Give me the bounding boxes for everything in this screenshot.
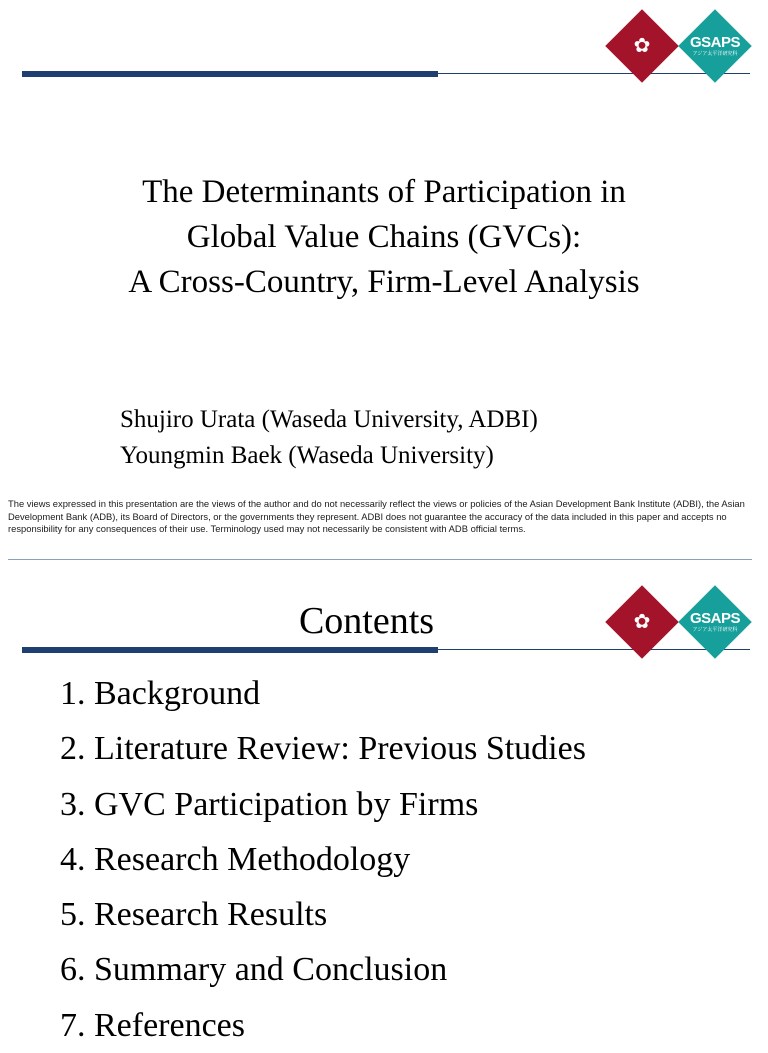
contents-slide (0, 566, 768, 1044)
author-line: Youngmin Baek (Waseda University) (120, 442, 494, 469)
title-line: Global Value Chains (GVCs): (186, 219, 582, 255)
author-line: Shujiro Urata (Waseda University, ADBI) (120, 406, 538, 433)
gsaps-wordmark: GSAPS (689, 609, 740, 627)
disclaimer-text: The views expressed in this presentation are the views of the author and do not necessarily reflect the views or policies of the Asian Development Bank Institute (ADBI), the Asian Development Bank (ADB), its Board of Directors, or the governments they represent. ADBI does not guarantee the accuracy of the data included in this paper and accepts no responsibility for any consequences of their use. Terminology used may not necessarily be consistent with ADB official terms. (8, 498, 745, 535)
gsaps-japanese-name: アジア太平洋研究科 (692, 50, 738, 57)
contents-item: 3. GVC Participation by Firms (60, 785, 479, 823)
slide-divider (8, 559, 752, 560)
contents-item: 2. Literature Review: Previous Studies (60, 730, 586, 768)
contents-item: 1. Background (60, 675, 261, 712)
title-line: A Cross-Country, Firm-Level Analysis (128, 264, 640, 300)
contents-item: 6. Summary and Conclusion (60, 951, 448, 989)
gsaps-japanese-name: アジア太平洋研究科 (692, 626, 738, 633)
contents-list (60, 666, 586, 1053)
contents-item: 4. Research Methodology (60, 840, 411, 878)
contents-item: 5. Research Results (60, 896, 328, 934)
waseda-crest-icon: ✿ (633, 35, 651, 57)
contents-title: Contents (298, 600, 435, 642)
presentation-title (40, 170, 728, 305)
author-list (120, 402, 538, 474)
title-line: The Determinants of Participation in (142, 174, 626, 210)
header-accent-bar (22, 71, 438, 77)
contents-item: 7. References (60, 1006, 246, 1044)
waseda-crest-icon: ✿ (633, 611, 651, 633)
header-accent-bar (22, 647, 438, 653)
gsaps-logo-text (678, 9, 752, 83)
gsaps-logo-text (678, 585, 752, 659)
gsaps-wordmark: GSAPS (689, 33, 740, 51)
